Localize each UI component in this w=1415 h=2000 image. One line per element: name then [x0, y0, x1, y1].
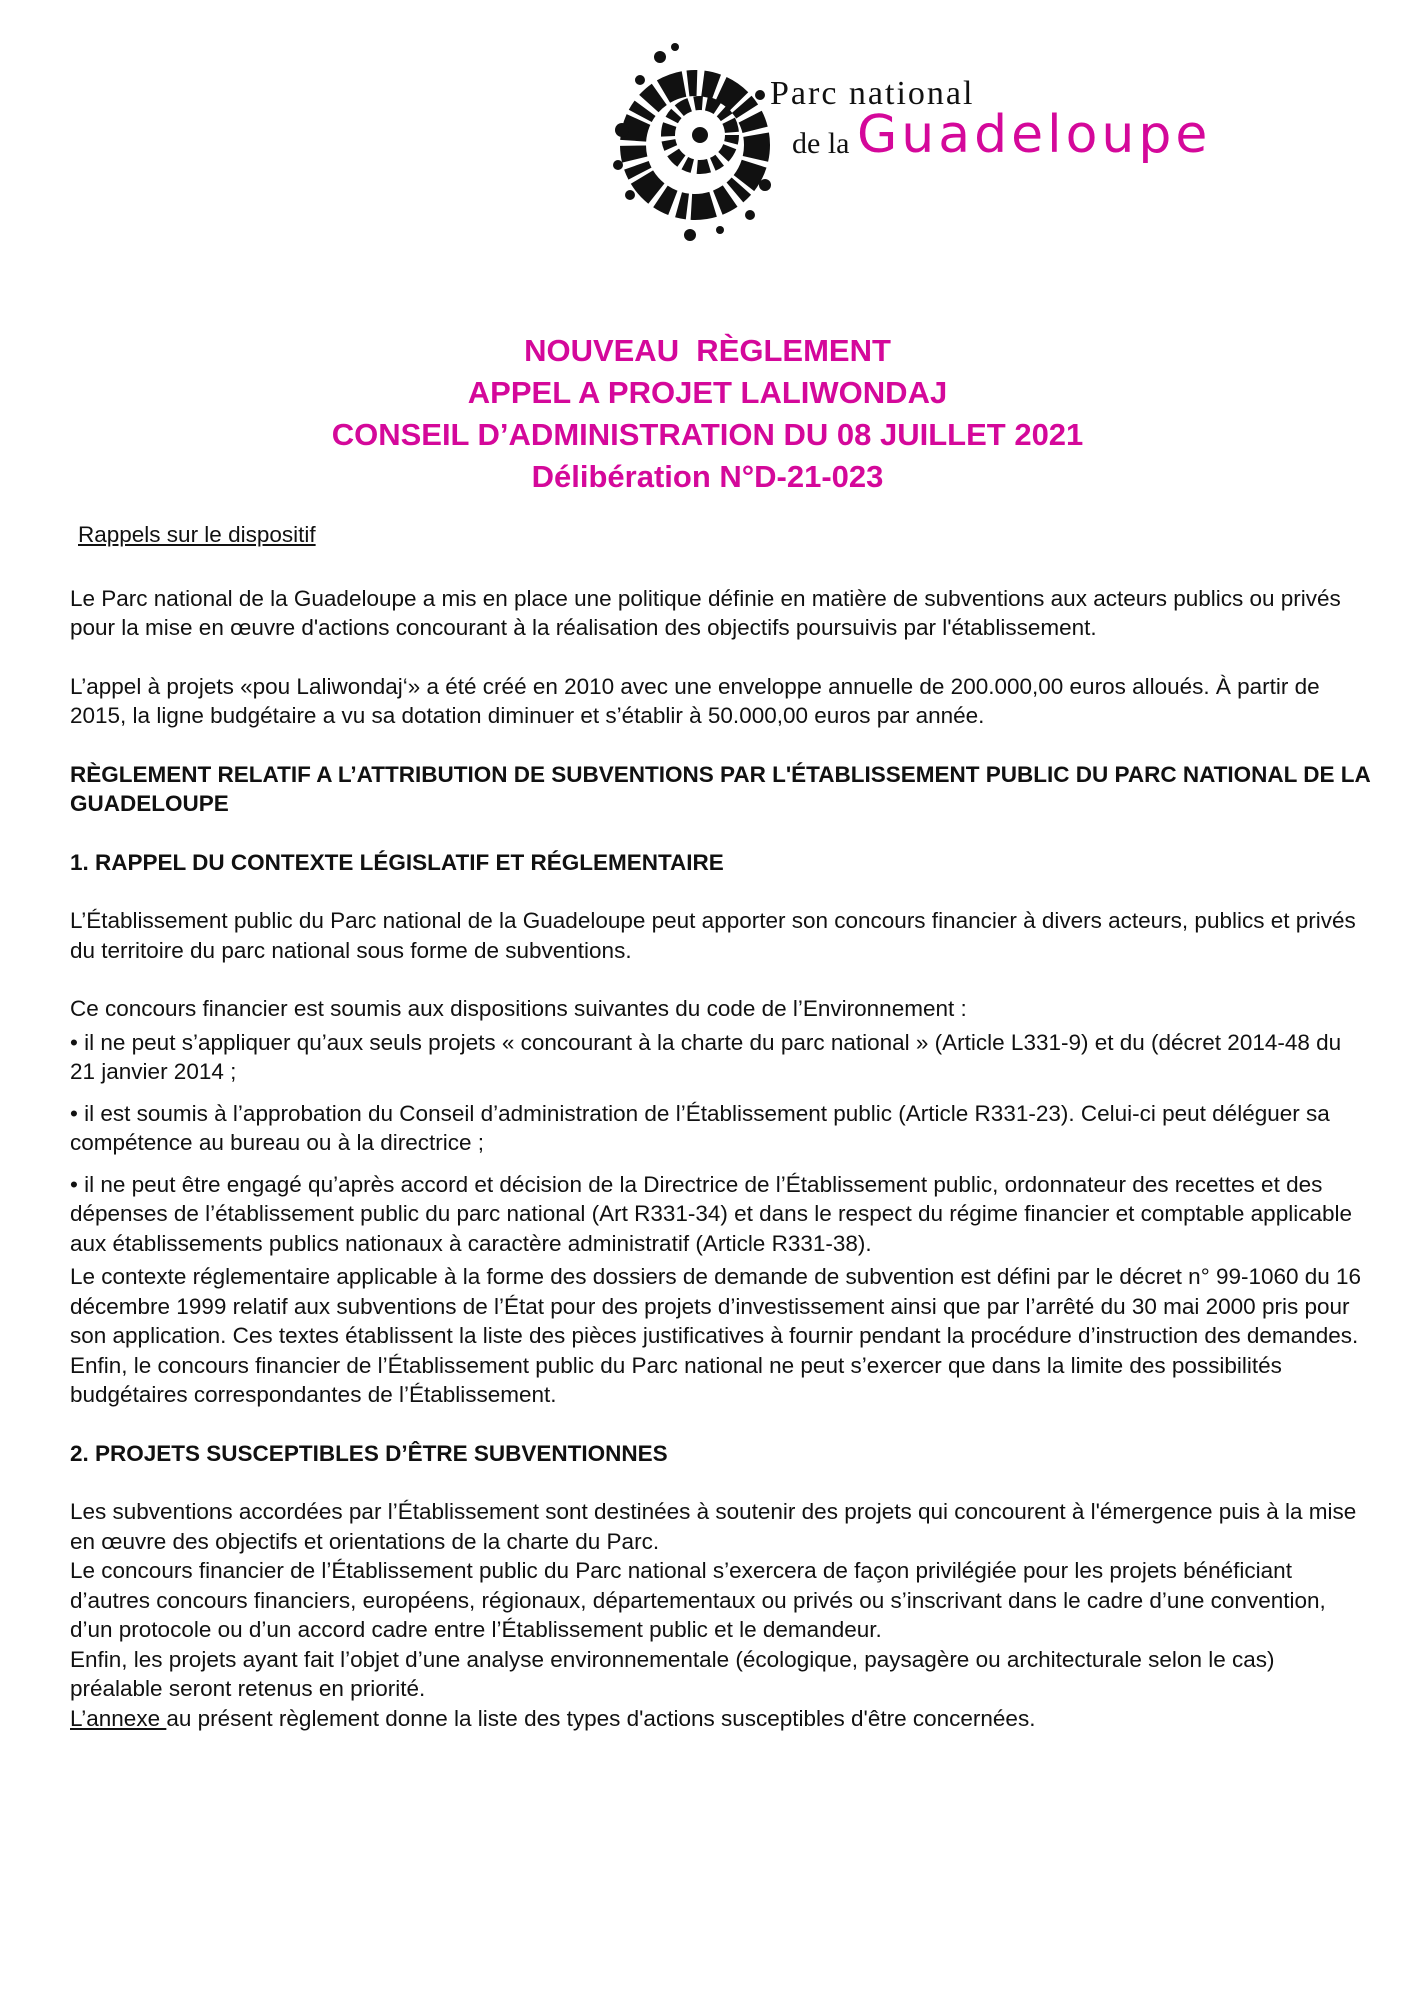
bullet-item: • il ne peut être engagé qu’après accord et décision de la Directrice de l’Établissement public, ordonnateur des recettes et des dépenses de l’établissement public du parc national (Art R331-34) et dans le respect du régime financier et comptable applicable aux établissements publics nationaux à caractère administratif (Article R331-38).: [70, 1171, 1352, 1256]
section-2-paragraph: Le concours financier de l’Établissement public du Parc national s’exercera de façon privilégiée pour les projets bénéficiant d’autres concours financiers, européens, régionaux, départementaux ou privés ou s’inscrivant dans le cadre d’une convention, d’un protocole ou d’un accord cadre entre l’Établissement public et le demandeur.: [70, 1558, 1326, 1642]
section-2-annexe-paragraph: [70, 1704, 1370, 1734]
section-1-paragraph: Le contexte réglementaire applicable à la forme des dossiers de demande de subvention est défini par le décret n° 99-1060 du 16 décembre 1999 relatif aux subventions de l’État pour des projets d’investissement ainsi que par l’arrêté du 30 mai 2000 pris pour son application. Ces textes établissent la liste des pièces justificatives à fournir pendant la procédure d’instruction des demandes.: [70, 1264, 1362, 1348]
park-logo: [600, 35, 1212, 245]
section-1-paragraph: Enfin, le concours financier de l’Établissement public du Parc national ne peut s’exercer que dans la limite des possibilités budgétaires correspondantes de l’Établissement.: [70, 1352, 1282, 1407]
document-body: [70, 520, 1370, 1733]
document-title: [0, 330, 1415, 498]
logo-text-de-la: de la: [792, 127, 850, 160]
intro-heading: Rappels sur le dispositif: [78, 522, 316, 547]
bullet-item: • il est soumis à l’approbation du Conseil d’administration de l’Établissement public (Article R331-23). Celui-ci peut déléguer sa compétence au bureau ou à la directrice ;: [70, 1100, 1330, 1155]
annexe-text: au présent règlement donne la liste des types d'actions susceptibles d'être concernées.: [166, 1705, 1036, 1731]
reglement-heading: RÈGLEMENT RELATIF A L’ATTRIBUTION DE SUBVENTIONS PAR L'ÉTABLISSEMENT PUBLIC DU PARC NATIONAL DE LA GUADELOUPE: [70, 761, 1370, 816]
section-2-paragraph: Enfin, les projets ayant fait l’objet d’une analyse environnementale (écologique, paysagère ou architecturale selon le cas) préalable seront retenus en priorité.: [70, 1646, 1275, 1701]
section-1-heading: 1. RAPPEL DU CONTEXTE LÉGISLATIF ET RÉGLEMENTAIRE: [70, 849, 724, 875]
logo-text-guadeloupe: Guadeloupe: [857, 105, 1212, 165]
title-line: NOUVEAU RÈGLEMENT: [524, 333, 891, 368]
spiral-leaf-logo-icon: [600, 35, 790, 245]
title-line: Délibération N°D-21-023: [531, 459, 884, 494]
title-line: APPEL A PROJET LALIWONDAJ: [467, 375, 948, 410]
intro-paragraph: Le Parc national de la Guadeloupe a mis en place une politique définie en matière de subventions aux acteurs publics ou privés pour la mise en œuvre d'actions concourant à la réalisation des objectifs poursuivis par l'établissement.: [70, 585, 1341, 640]
section-1-list-intro: Ce concours financier est soumis aux dispositions suivantes du code de l’Environnement :: [70, 996, 967, 1021]
section-2-heading: 2. PROJETS SUSCEPTIBLES D’ÊTRE SUBVENTIONNES: [70, 1440, 668, 1466]
bullet-item: • il ne peut s’appliquer qu’aux seuls projets « concourant à la charte du parc national » (Article L331-9) et du (décret 2014-48 du 21 janvier 2014 ;: [70, 1029, 1342, 1084]
section-2-paragraph: Les subventions accordées par l’Établissement sont destinées à soutenir des projets qui concourent à l'émergence puis à la mise en œuvre des objectifs et orientations de la charte du Parc.: [70, 1499, 1357, 1554]
intro-paragraph: L’appel à projets «pou Laliwondaj‘» a été créé en 2010 avec une enveloppe annuelle de 200.000,00 euros alloués. À partir de 2015, la ligne budgétaire a vu sa dotation diminuer et s’établir à 50.000,00 euros par année.: [70, 673, 1320, 728]
logo-text-parc-national: Parc national: [770, 75, 975, 112]
annexe-link[interactable]: L’annexe: [70, 1705, 167, 1731]
section-1-paragraph: L’Établissement public du Parc national de la Guadeloupe peut apporter son concours financier à divers acteurs, publics et privés du territoire du parc national sous forme de subventions.: [70, 908, 1356, 963]
title-line: CONSEIL D’ADMINISTRATION DU 08 JUILLET 2021: [331, 417, 1084, 452]
